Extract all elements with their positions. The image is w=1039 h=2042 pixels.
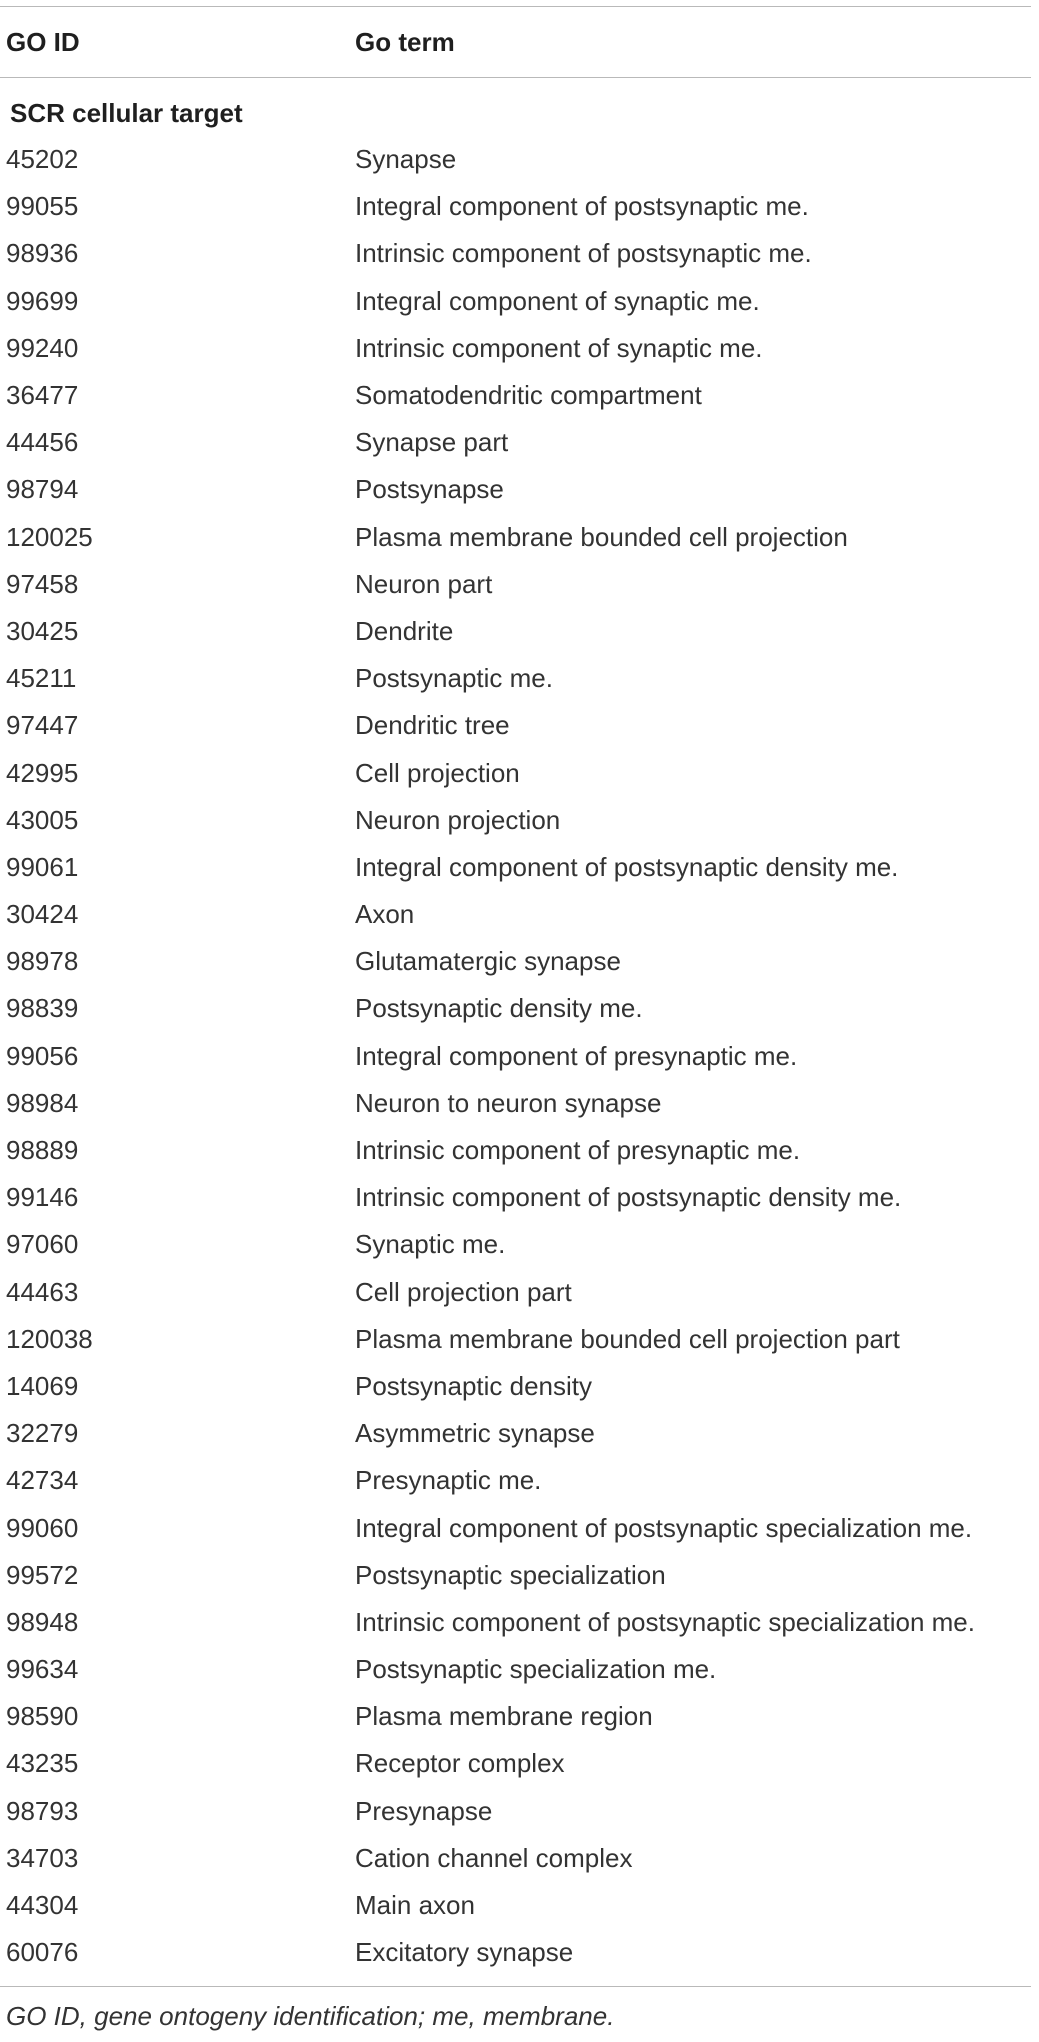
go-id-cell: 99572 bbox=[6, 1559, 79, 1590]
go-term-cell: Postsynapse bbox=[355, 474, 504, 505]
table-row bbox=[0, 136, 1031, 183]
table-row bbox=[0, 466, 1031, 513]
go-term-cell: Postsynaptic me. bbox=[355, 663, 553, 694]
go-term-cell: Intrinsic component of postsynaptic density me. bbox=[355, 1182, 902, 1213]
go-term-cell: Asymmetric synapse bbox=[355, 1418, 595, 1449]
go-term-cell: Intrinsic component of postsynaptic specialization me. bbox=[355, 1606, 975, 1637]
go-term-table bbox=[0, 6, 1031, 2032]
table-footnote: GO ID, gene ontogeny identification; me, membrane. bbox=[6, 2001, 615, 2032]
go-term-cell: Somatodendritic compartment bbox=[355, 380, 702, 411]
go-term-cell: Cell projection part bbox=[355, 1276, 572, 1307]
go-term-cell: Integral component of postsynaptic specialization me. bbox=[355, 1512, 973, 1543]
go-id-cell: 36477 bbox=[6, 380, 79, 411]
go-id-cell: 42995 bbox=[6, 757, 79, 788]
table-row bbox=[0, 1269, 1031, 1316]
go-id-cell: 98978 bbox=[6, 946, 79, 977]
go-term-cell: Neuron projection bbox=[355, 804, 561, 835]
go-term-cell: Synaptic me. bbox=[355, 1229, 506, 1260]
go-id-cell: 99634 bbox=[6, 1654, 79, 1685]
table-row bbox=[0, 1316, 1031, 1363]
go-id-cell: 120038 bbox=[6, 1323, 93, 1354]
go-id-cell: 60076 bbox=[6, 1937, 79, 1968]
go-term-cell: Receptor complex bbox=[355, 1748, 565, 1779]
section-heading bbox=[0, 78, 1031, 130]
go-id-cell: 97447 bbox=[6, 710, 79, 741]
go-term-cell: Dendrite bbox=[355, 615, 454, 646]
table-row bbox=[0, 1080, 1031, 1127]
go-term-cell: Glutamatergic synapse bbox=[355, 946, 621, 977]
go-term-cell: Plasma membrane bounded cell projection bbox=[355, 521, 848, 552]
table-row bbox=[0, 278, 1031, 325]
table-row bbox=[0, 1693, 1031, 1740]
go-id-cell: 34703 bbox=[6, 1842, 79, 1873]
table-row bbox=[0, 561, 1031, 608]
table-row bbox=[0, 1504, 1031, 1551]
table-row bbox=[0, 1882, 1031, 1929]
go-id-cell: 30425 bbox=[6, 615, 79, 646]
table-row bbox=[0, 1221, 1031, 1268]
go-id-cell: 99055 bbox=[6, 191, 79, 222]
go-term-cell: Synapse bbox=[355, 144, 457, 175]
go-term-cell: Integral component of synaptic me. bbox=[355, 285, 760, 316]
go-term-cell: Postsynaptic density bbox=[355, 1370, 593, 1401]
go-term-cell: Postsynaptic specialization bbox=[355, 1559, 666, 1590]
table-header bbox=[0, 7, 1031, 77]
table-row bbox=[0, 655, 1031, 702]
go-term-cell: Intrinsic component of synaptic me. bbox=[355, 332, 763, 363]
go-id-cell: 99060 bbox=[6, 1512, 79, 1543]
table-row bbox=[0, 1457, 1031, 1504]
table-row bbox=[0, 372, 1031, 419]
bottom-rule bbox=[0, 1986, 1031, 1987]
go-term-cell: Dendritic tree bbox=[355, 710, 510, 741]
go-term-cell: Integral component of postsynaptic density me. bbox=[355, 851, 899, 882]
go-id-cell: 97060 bbox=[6, 1229, 79, 1260]
table-row bbox=[0, 797, 1031, 844]
go-id-cell: 44456 bbox=[6, 427, 79, 458]
go-term-cell: Integral component of postsynaptic me. bbox=[355, 191, 809, 222]
go-term-cell: Presynapse bbox=[355, 1795, 493, 1826]
table-row bbox=[0, 183, 1031, 230]
go-id-cell: 99146 bbox=[6, 1182, 79, 1213]
table-row bbox=[0, 985, 1031, 1032]
table-row bbox=[0, 1410, 1031, 1457]
table-row bbox=[0, 514, 1031, 561]
table-row bbox=[0, 1646, 1031, 1693]
header-go-id: GO ID bbox=[6, 26, 80, 57]
go-term-cell: Synapse part bbox=[355, 427, 509, 458]
go-id-cell: 99240 bbox=[6, 332, 79, 363]
go-term-cell: Main axon bbox=[355, 1890, 475, 1921]
go-id-cell: 42734 bbox=[6, 1465, 79, 1496]
table-row bbox=[0, 749, 1031, 796]
go-term-cell: Integral component of presynaptic me. bbox=[355, 1040, 798, 1071]
table-row bbox=[0, 230, 1031, 277]
go-term-cell: Presynaptic me. bbox=[355, 1465, 542, 1496]
section-title: SCR cellular target bbox=[10, 98, 243, 128]
table-row bbox=[0, 1835, 1031, 1882]
table-row bbox=[0, 1740, 1031, 1787]
go-term-cell: Postsynaptic specialization me. bbox=[355, 1654, 717, 1685]
go-id-cell: 98984 bbox=[6, 1087, 79, 1118]
go-term-cell: Cation channel complex bbox=[355, 1842, 633, 1873]
table-row bbox=[0, 1174, 1031, 1221]
go-id-cell: 99056 bbox=[6, 1040, 79, 1071]
go-term-cell: Plasma membrane region bbox=[355, 1701, 653, 1732]
go-id-cell: 43005 bbox=[6, 804, 79, 835]
table-row bbox=[0, 938, 1031, 985]
go-id-cell: 98794 bbox=[6, 474, 79, 505]
go-id-cell: 30424 bbox=[6, 899, 79, 930]
go-id-cell: 98839 bbox=[6, 993, 79, 1024]
go-term-cell: Axon bbox=[355, 899, 415, 930]
go-id-cell: 99699 bbox=[6, 285, 79, 316]
table-row bbox=[0, 1929, 1031, 1976]
go-id-cell: 44463 bbox=[6, 1276, 79, 1307]
table-row bbox=[0, 325, 1031, 372]
go-id-cell: 98948 bbox=[6, 1606, 79, 1637]
go-id-cell: 14069 bbox=[6, 1370, 79, 1401]
table-body bbox=[0, 136, 1031, 1976]
table-row bbox=[0, 1552, 1031, 1599]
go-term-cell: Plasma membrane bounded cell projection part bbox=[355, 1323, 900, 1354]
go-term-cell: Cell projection bbox=[355, 757, 520, 788]
table-row bbox=[0, 844, 1031, 891]
go-id-cell: 120025 bbox=[6, 521, 93, 552]
go-id-cell: 98793 bbox=[6, 1795, 79, 1826]
go-term-cell: Neuron part bbox=[355, 568, 493, 599]
table-row bbox=[0, 1033, 1031, 1080]
go-id-cell: 97458 bbox=[6, 568, 79, 599]
go-id-cell: 32279 bbox=[6, 1418, 79, 1449]
table-row bbox=[0, 1363, 1031, 1410]
go-term-cell: Intrinsic component of presynaptic me. bbox=[355, 1135, 801, 1166]
table-row bbox=[0, 1599, 1031, 1646]
go-id-cell: 98590 bbox=[6, 1701, 79, 1732]
table-row bbox=[0, 891, 1031, 938]
table-row bbox=[0, 1127, 1031, 1174]
go-term-cell: Intrinsic component of postsynaptic me. bbox=[355, 238, 812, 269]
table-row bbox=[0, 702, 1031, 749]
go-id-cell: 43235 bbox=[6, 1748, 79, 1779]
go-id-cell: 45202 bbox=[6, 144, 79, 175]
table-row bbox=[0, 1788, 1031, 1835]
go-id-cell: 45211 bbox=[6, 663, 77, 694]
go-id-cell: 99061 bbox=[6, 851, 79, 882]
header-go-term: Go term bbox=[355, 26, 455, 57]
go-term-cell: Neuron to neuron synapse bbox=[355, 1087, 662, 1118]
go-term-cell: Excitatory synapse bbox=[355, 1937, 574, 1968]
table-row bbox=[0, 608, 1031, 655]
go-id-cell: 98936 bbox=[6, 238, 79, 269]
go-id-cell: 44304 bbox=[6, 1890, 79, 1921]
table-row bbox=[0, 419, 1031, 466]
go-term-cell: Postsynaptic density me. bbox=[355, 993, 643, 1024]
go-id-cell: 98889 bbox=[6, 1135, 79, 1166]
